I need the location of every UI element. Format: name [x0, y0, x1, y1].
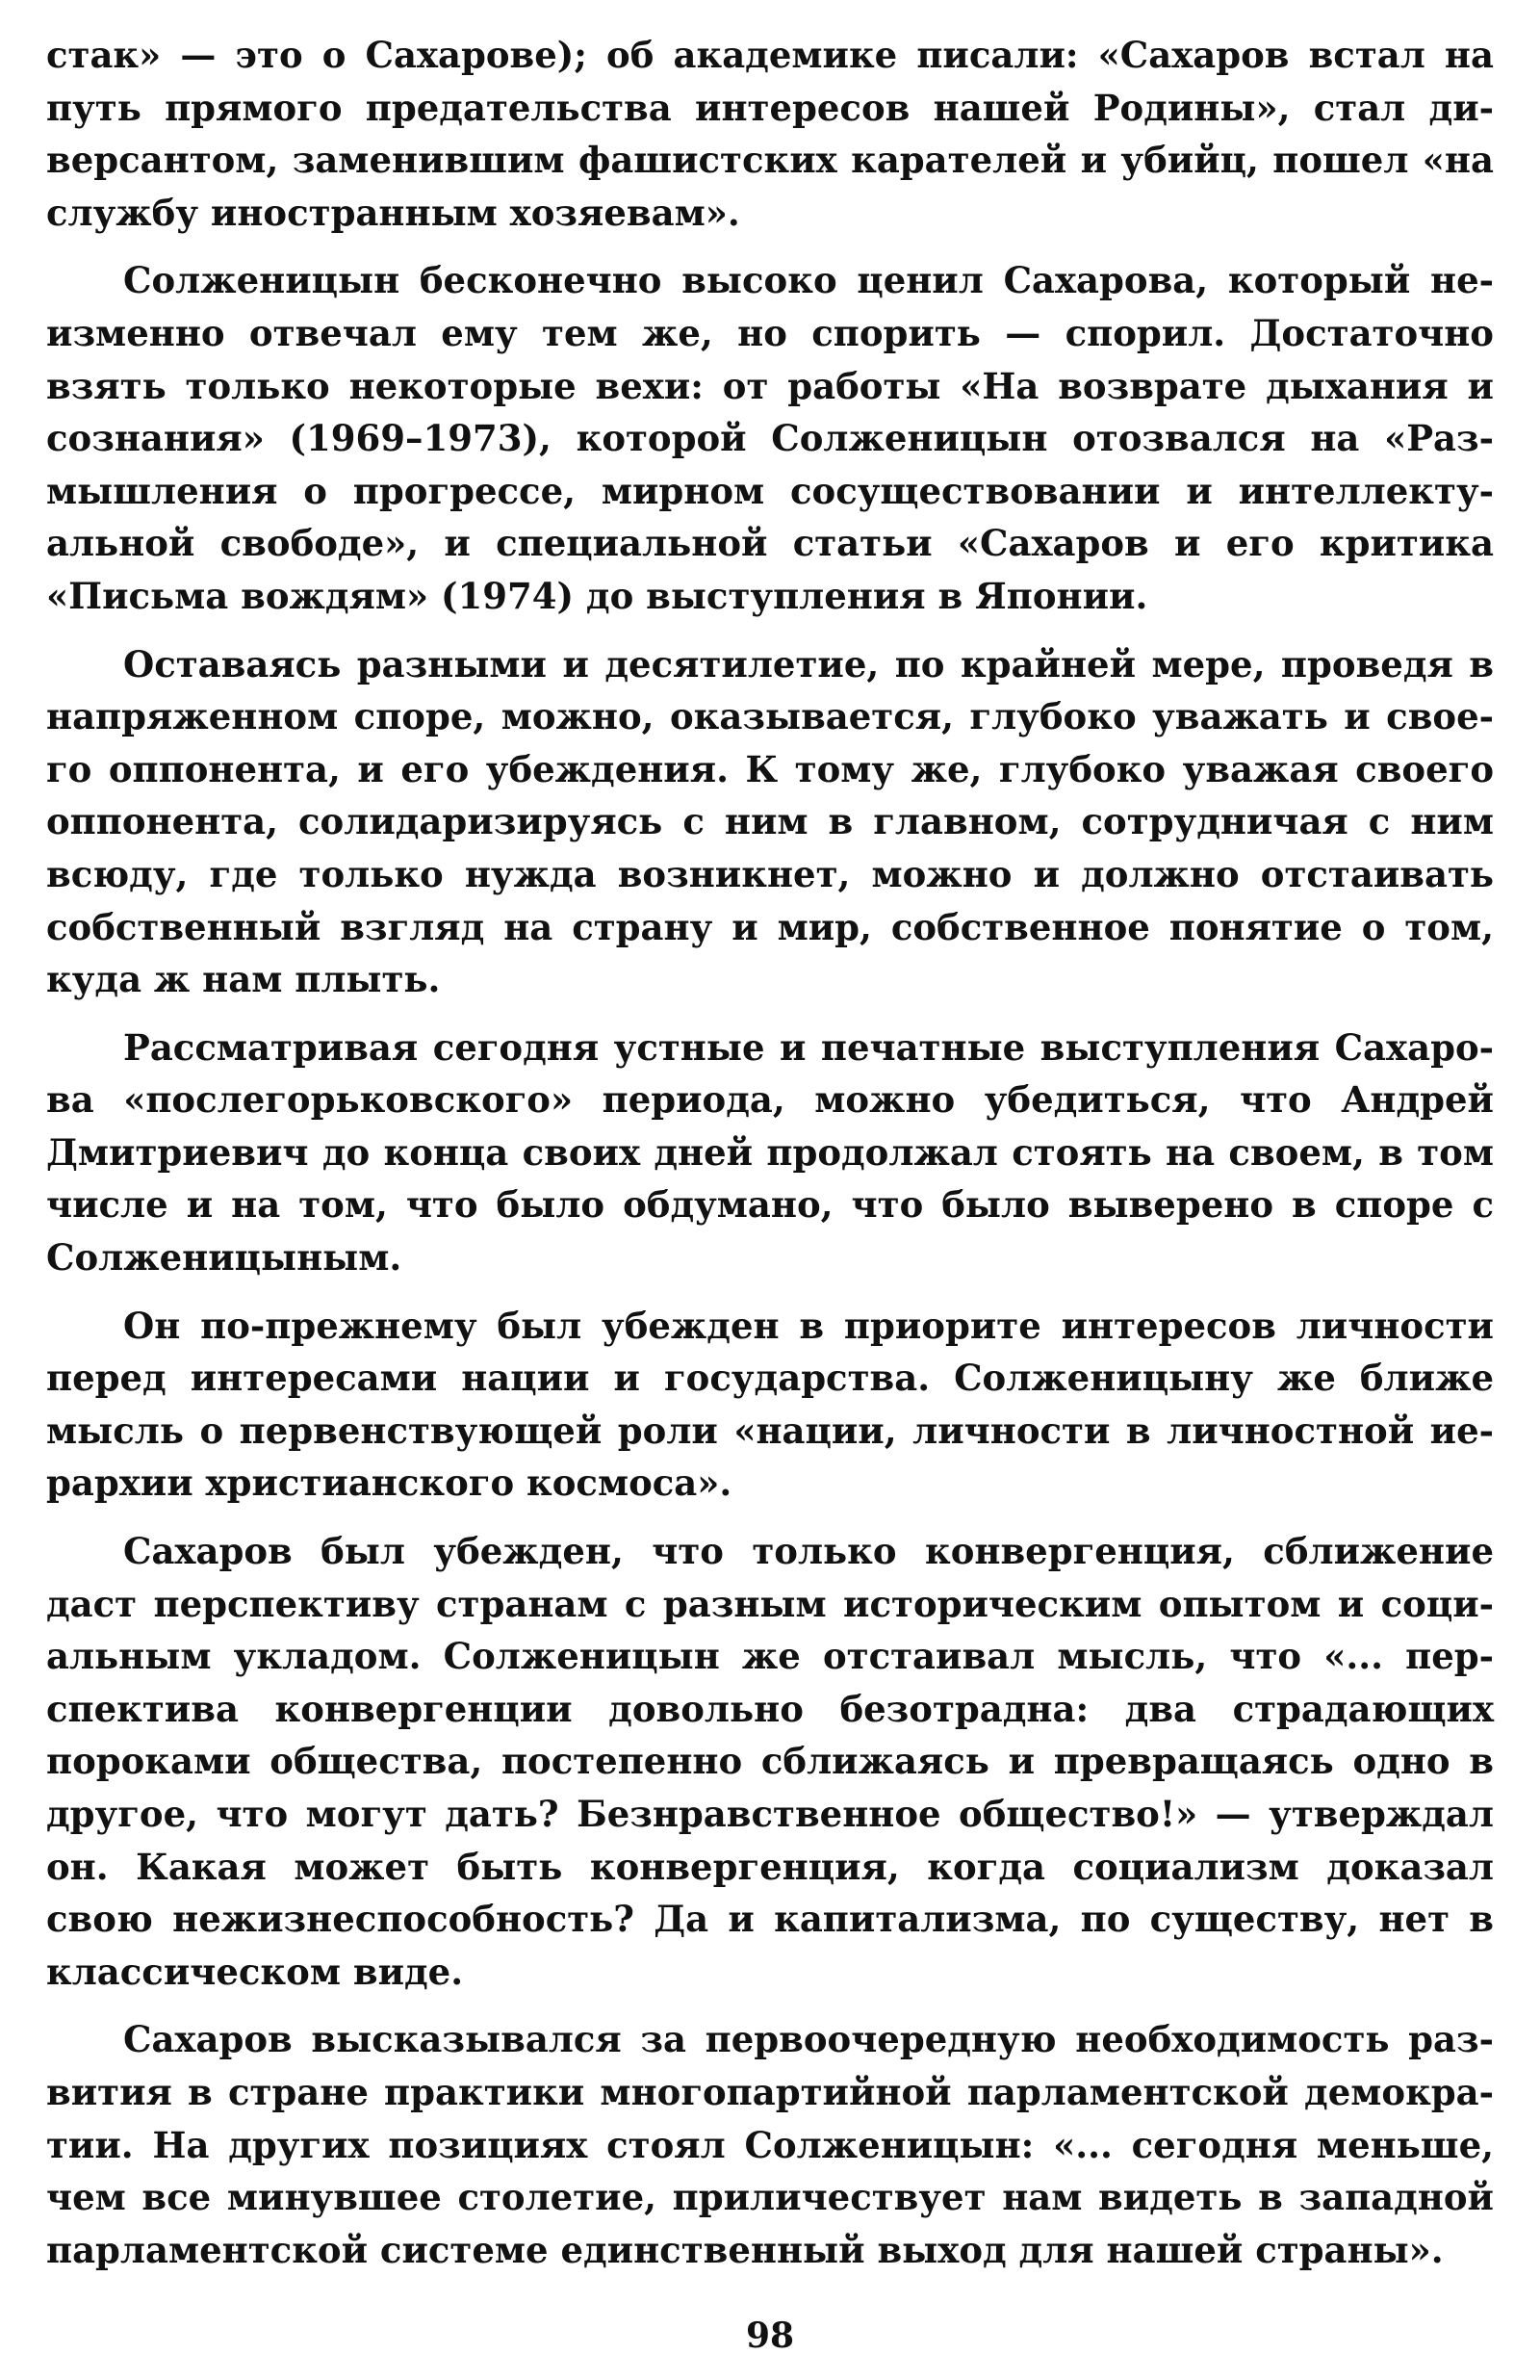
page-number: 98: [745, 2315, 795, 2356]
page-body: [46, 29, 1494, 2276]
paragraph: Сахаров высказывался за первоочередную необходимость развития в стране практики многопартийной парламентской демократии. На других позициях стоял Солженицын: «... сегодня меньше, чем все минувшее столетие, приличествует нам видеть в западной парламентской системе единственный выход для нашей страны».: [46, 2018, 1494, 2271]
paragraph: Солженицын бесконечно высоко ценил Сахарова, который неизменно отвечал ему тем же, но спорить — спорил. Достаточно взять только некоторые вехи: от работы «На возврате дыхания и сознания» (1969–1973), которой Солженицын отозвался на «Размышления о прогрессе, мирном сосуществовании и интеллектуальной свободе», и специальной статьи «Сахаров и его критика «Письма вождям» (1974) до выступления в Японии.: [46, 259, 1494, 617]
paragraph-continuation: стак» — это о Сахарове); об академике писали: «Сахаров встал на путь прямого предательства интересов нашей Родины», стал диверсантом, заменившим фашистских карателей и убийц, пошел «на службу иностранным хозяевам».: [46, 34, 1494, 234]
paragraph: Оставаясь разными и десятилетие, по крайней мере, проведя в напряженном споре, можно, оказывается, глубоко уважать и своего оппонента, и его убеждения. К тому же, глубоко уважая своего оппонента, солидаризируясь с ним в главном, сотрудничая с ним всюду, где только нужда возникнет, можно и должно отстаивать собственный взгляд на страну и мир, собственное понятие о том, куда ж нам плыть.: [46, 642, 1494, 1001]
paragraph: Рассматривая сегодня устные и печатные выступления Сахарова «послегорьковского» периода, можно убедиться, что Андрей Дмитриевич до конца своих дней продолжал стоять на своем, в том числе и на том, что было обдумано, что было выверено в споре с Солженицыным.: [46, 1025, 1494, 1280]
paragraph: Он по-прежнему был убежден в приорите интересов личности перед интересами нации и государства. Солженицыну же ближе мысль о первенствующей роли «нации, личности в личностной иерархии христианского космоса».: [46, 1304, 1494, 1505]
paragraph: Сахаров был убежден, что только конвергенция, сближение даст перспективу странам с разным историческим опытом и социальным укладом. Солженицын же отстаивал мысль, что «... перспектива конвергенции довольно безотрадна: два страдающих пороками общества, постепенно сближаясь и превращаясь одно в другое, что могут дать? Безнравственное общество!» — утверждал он. Какая может быть конвергенция, когда социализм доказал свою нежизнеспособность? Да и капитализма, по существу, нет в классическом виде.: [46, 1530, 1494, 1993]
